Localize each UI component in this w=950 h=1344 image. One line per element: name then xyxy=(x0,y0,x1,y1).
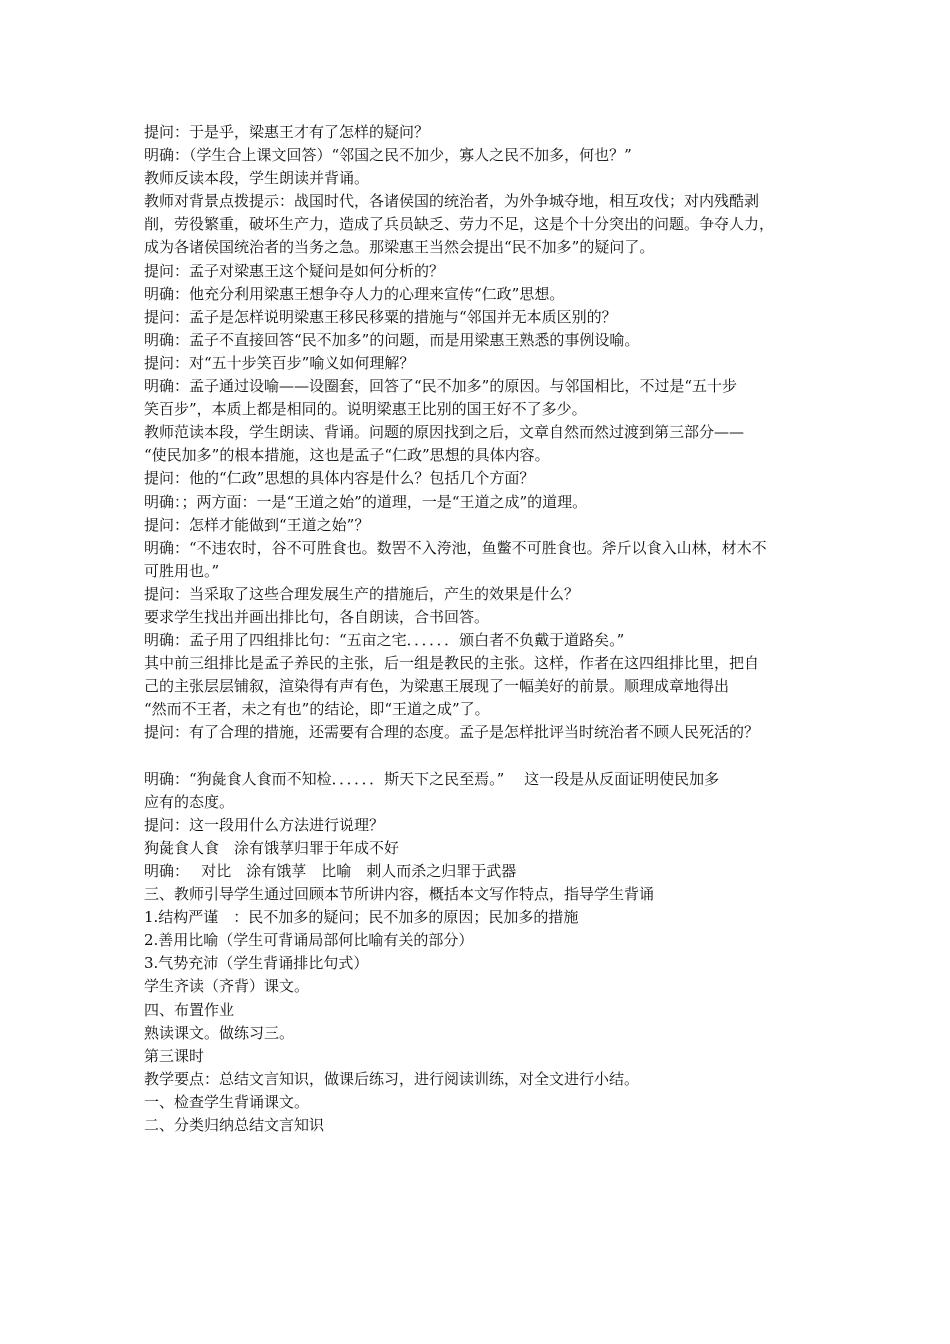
text-line: 提问：对“五十步笑百步”喻义如何理解？ xyxy=(144,353,415,372)
text-line: 教学要点：总结文言知识，做课后练习，进行阅读训练，对全文进行小结。 xyxy=(144,1069,640,1088)
text-line: 明确： 对比 涂有饿莩 比喻 刺人而杀之归罪于武器 xyxy=(144,862,517,880)
text-line: 明确：孟子通过设喻——设圈套，回答了“民不加多”的原因。与邻国相比，不过是“五十步 xyxy=(144,377,738,396)
blank-line xyxy=(144,745,820,768)
text-line: 提问：这一段用什么方法进行说理？ xyxy=(144,815,385,834)
text-line: 明确：“不违农时，谷不可胜食也。数罟不入洿池，鱼鳖不可胜食也。斧斤以食入山林，材木不 xyxy=(144,538,767,557)
text-line: 明确：孟子用了四组排比句：“五亩之宅．．．．．．颁白者不负戴于道路矣。” xyxy=(144,631,625,650)
text-line: 提问：怎样才能做到“王道之始”？ xyxy=(144,515,370,534)
list-item: 1.结构严谨 ：民不加多的疑问；民不加多的原因；民加多的措施 xyxy=(144,908,579,927)
text-line: 提问：有了合理的措施，还需要有合理的态度。孟子是怎样批评当时统治者不顾人民死活的？ xyxy=(144,723,760,742)
section-heading: 二、分类归纳总结文言知识 xyxy=(144,1116,325,1135)
text-line: 提问：他的“仁政”思想的具体内容是什么？包括几个方面？ xyxy=(144,469,535,488)
list-item: 2.善用比喻（学生可背诵局部何比喻有关的部分） xyxy=(144,931,474,950)
text-line: 笑百步”，本质上都是相同的。说明梁惠王比别的国王好不了多少。 xyxy=(144,400,587,419)
text-line: “然而不王者，未之有也”的结论，即“王道之成”了。 xyxy=(144,700,490,719)
section-heading: 一、检查学生背诵课文。 xyxy=(144,1092,310,1111)
text-line: 熟读课文。做练习三。 xyxy=(144,1023,295,1042)
text-line: 可胜用也。” xyxy=(144,561,220,580)
text-line: 教师范读本段，学生朗读、背诵。问题的原因找到之后，文章自然而然过渡到第三部分—— xyxy=(144,423,745,442)
text-line: 其中前三组排比是孟子养民的主张，后一组是教民的主张。这样，作者在这四组排比里，把自 xyxy=(144,654,760,673)
text-line: 明确：；两方面：一是“王道之始”的道理，一是“王道之成”的道理。 xyxy=(144,492,588,511)
text-line: 明确：他充分利用梁惠王想争夺人力的心理来宣传“仁政”思想。 xyxy=(144,284,565,303)
section-heading: 第三课时 xyxy=(144,1046,205,1065)
text-line: 提问：孟子对梁惠王这个疑问是如何分析的？ xyxy=(144,261,445,280)
text-line: 明确：（学生合上课文回答）“邻国之民不加少，寡人之民不加多，何也？” xyxy=(144,146,632,165)
text-line: 明确：孟子不直接回答“民不加多”的问题，而是用梁惠王熟悉的事例设喻。 xyxy=(144,330,640,349)
list-item: 3.气势充沛（学生背诵排比句式） xyxy=(144,954,369,973)
text-line: 狗彘食人食 涂有饿莩归罪于年成不好 xyxy=(144,838,400,857)
text-line: 明确：“狗彘食人食而不知检．．．．．．斯天下之民至焉。” 这一段是从反面证明使民加多 xyxy=(144,769,720,788)
text-line: 教师反读本段，学生朗读并背诵。 xyxy=(144,169,370,188)
text-line: 己的主张层层铺叙，渲染得有声有色，为梁惠王展现了一幅美好的前景。顺理成章地得出 xyxy=(144,677,730,696)
section-heading: 四、布置作业 xyxy=(144,1000,235,1019)
text-line: “使民加多”的根本措施，这也是孟子“仁政”思想的具体内容。 xyxy=(144,446,550,465)
text-line: 提问：孟子是怎样说明梁惠王移民移粟的措施与“邻国并无本质区别的？ xyxy=(144,307,617,326)
section-heading: 三、教师引导学生通过回顾本节所讲内容，概括本文写作特点，指导学生背诵 xyxy=(144,885,655,904)
text-line: 教师对背景点拨提示：战国时代，各诸侯国的统治者，为外争城夺地，相互攻伐；对内残酷剥 xyxy=(144,192,760,211)
text-line: 要求学生找出并画出排比句，各自朗读，合书回答。 xyxy=(144,607,490,626)
text-line: 提问：当采取了这些合理发展生产的措施后，产生的效果是什么？ xyxy=(144,584,580,603)
text-line: 提问：于是乎，梁惠王才有了怎样的疑问？ xyxy=(144,123,430,141)
document-body xyxy=(144,121,820,1137)
text-line: 削，劳役繁重，破坏生产力，造成了兵员缺乏、劳力不足，这是个十分突出的问题。争夺人力， xyxy=(144,215,775,234)
text-line: 成为各诸侯国统治者的当务之急。那梁惠王当然会提出“民不加多”的疑问了。 xyxy=(144,238,655,257)
text-line: 学生齐读（齐背）课文。 xyxy=(144,977,310,996)
text-line: 应有的态度。 xyxy=(144,792,235,811)
